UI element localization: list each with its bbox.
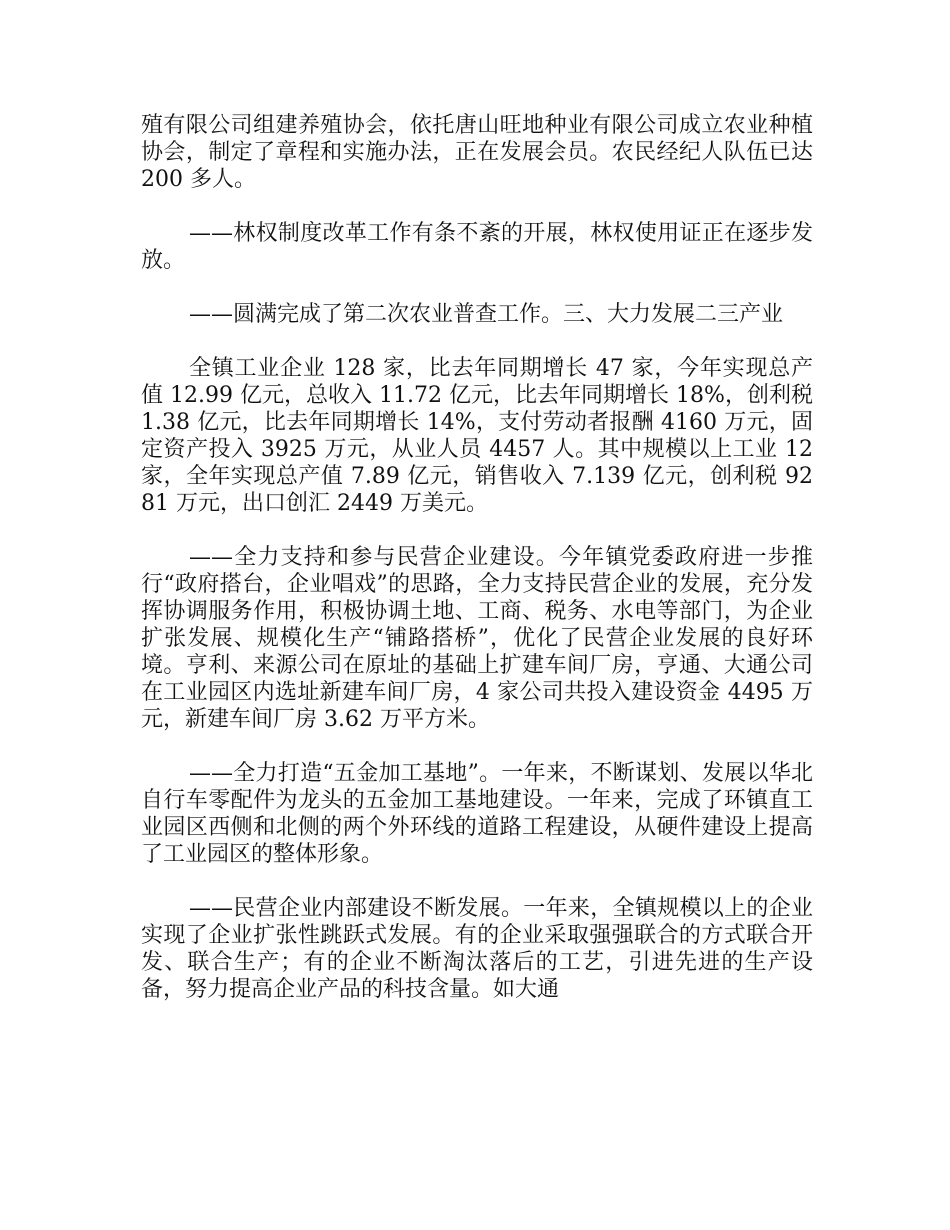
paragraph-industry-stats: 全镇工业企业 128 家，比去年同期增长 47 家，今年实现总产值 12.99 亿元，总收入 11.72 亿元，比去年同期增长 18%，创利税 1.38 亿元，比去年同期增长 14%，支付劳动者报酬 4160 万元，固定资产投入 3925 万元，从业人员 4457 人。其中规模以上工业 12 家，全年实现总产值 7.89 亿元，销售收入 7.139 亿元，创利税 9281 万元，出口创汇 2449 万美元。 (141, 356, 813, 516)
paragraph-enterprise-development: ——民营企业内部建设不断发展。一年来，全镇规模以上的企业实现了企业扩张性跳跃式发展。有的企业采取强强联合的方式联合开发、联合生产；有的企业不断淘汰落后的工艺，引进先进的生产设备，努力提高企业产品的科技含量。如大通 (141, 896, 813, 1002)
paragraph-private-enterprise-support: ——全力支持和参与民营企业建设。今年镇党委政府进一步推行“政府搭台，企业唱戏”的思路，全力支持民营企业的发展，充分发挥协调服务作用，积极协调土地、工商、税务、水电等部门，为企业扩张发展、规模化生产“铺路搭桥”，优化了民营企业发展的良好环境。亨利、来源公司在原址的基础上扩建车间厂房，亨通、大通公司在工业园区内选址新建车间厂房，4 家公司共投入建设资金 4495 万元，新建车间厂房 3.62 万平方米。 (141, 545, 813, 732)
paragraph-association: 殖有限公司组建养殖协会，依托唐山旺地种业有限公司成立农业种植协会，制定了章程和实施办法，正在发展会员。农民经纪人队伍已达 200 多人。 (141, 113, 813, 192)
paragraph-agri-census: ——圆满完成了第二次农业普查工作。三、大力发展二三产业 (189, 302, 784, 327)
paragraph-hardware-base: ——全力打造“五金加工基地”。一年来，不断谋划、发展以华北自行车零配件为龙头的五金加工基地建设。一年来，完成了环镇直工业园区西侧和北侧的两个外环线的道路工程建设，从硬件建设上提高了工业园区的整体形象。 (141, 761, 813, 867)
paragraph-forest-rights: ——林权制度改革工作有条不紊的开展，林权使用证正在逐步发放。 (141, 221, 813, 273)
document-page (141, 112, 813, 1003)
